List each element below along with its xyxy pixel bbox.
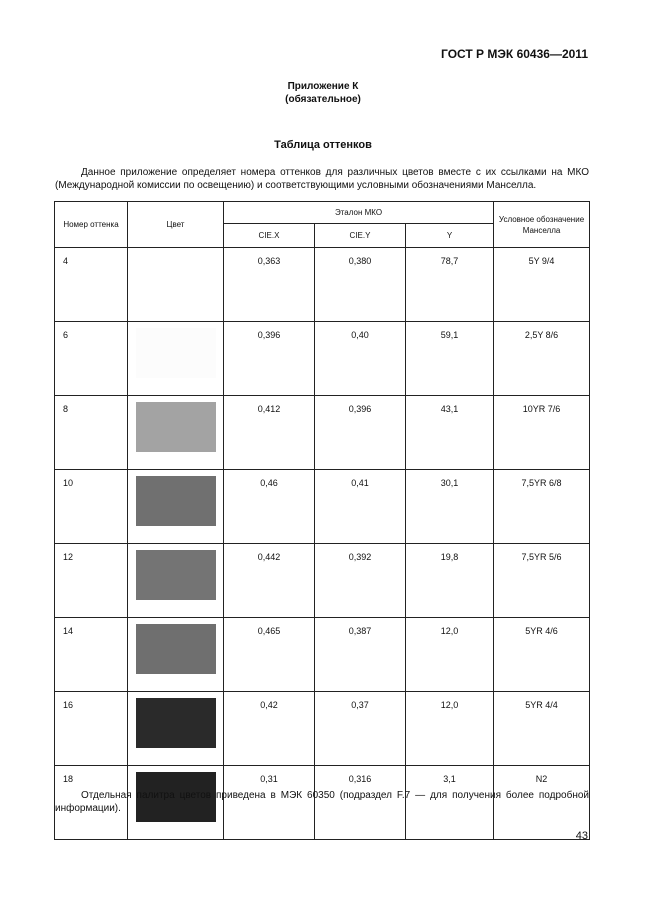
cie-x-value: 0,42 [224,692,315,766]
color-cell [128,248,224,322]
y-value: 19,8 [406,544,494,618]
color-cell [128,618,224,692]
shade-number: 16 [55,692,128,766]
color-swatch [136,254,216,304]
cie-y-value: 0,40 [315,322,406,396]
munsell-value: N2 [494,766,590,840]
page-number: 43 [575,830,588,842]
cie-x-value: 0,46 [224,470,315,544]
standard-number: ГОСТ Р МЭК 60436—2011 [441,47,588,61]
shade-number: 4 [55,248,128,322]
cie-y-value: 0,41 [315,470,406,544]
munsell-value: 5YR 4/4 [494,692,590,766]
color-cell [128,692,224,766]
table-row [55,544,590,618]
annex-status: (обязательное) [285,94,361,105]
table-row [55,322,590,396]
y-value: 12,0 [406,618,494,692]
color-cell [128,544,224,618]
intro-paragraph: Данное приложение определяет номера оттенков для различных цветов вместе с их ссылками на МКО (Международной комиссии по освещению) и соответствующими условными обозначениями Манселла. [55,167,589,191]
annex-title: Приложение К [287,81,359,92]
header-color: Цвет [128,202,224,248]
y-value: 3,1 [406,766,494,840]
table-row [55,692,590,766]
header-y: Y [406,224,494,248]
cie-x-value: 0,363 [224,248,315,322]
munsell-value: 7,5YR 6/8 [494,470,590,544]
color-cell [128,322,224,396]
cie-x-value: 0,442 [224,544,315,618]
header-number: Номер оттенка [55,202,128,248]
cie-x-value: 0,31 [224,766,315,840]
color-swatch [136,550,216,600]
cie-x-value: 0,465 [224,618,315,692]
munsell-value: 10YR 7/6 [494,396,590,470]
munsell-value: 2,5Y 8/6 [494,322,590,396]
shade-number: 10 [55,470,128,544]
table-row [55,396,590,470]
shade-number: 12 [55,544,128,618]
cie-x-value: 0,412 [224,396,315,470]
cie-y-value: 0,380 [315,248,406,322]
color-cell [128,470,224,544]
cie-y-value: 0,387 [315,618,406,692]
table-row [55,470,590,544]
header-cie-y: CIE.Y [315,224,406,248]
table-row [55,618,590,692]
color-swatch [136,624,216,674]
table-row [55,248,590,322]
y-value: 59,1 [406,322,494,396]
y-value: 30,1 [406,470,494,544]
cie-x-value: 0,396 [224,322,315,396]
table-title: Таблица оттенков [274,139,372,151]
color-swatch [136,476,216,526]
color-cell [128,396,224,470]
munsell-value: 7,5YR 5/6 [494,544,590,618]
shade-number: 14 [55,618,128,692]
shade-number: 8 [55,396,128,470]
cie-y-value: 0,392 [315,544,406,618]
color-swatch [136,698,216,748]
cie-y-value: 0,316 [315,766,406,840]
shade-table [54,201,590,840]
munsell-value: 5Y 9/4 [494,248,590,322]
color-swatch [136,328,216,378]
footer-paragraph: Отдельная палитра цветов приведена в МЭК 60350 (подраздел F.7 — для получения более подробной информации). [55,790,589,814]
annex-heading [0,80,646,106]
cie-y-value: 0,37 [315,692,406,766]
header-munsell: Условное обозначение Манселла [494,202,590,248]
munsell-value: 5YR 4/6 [494,618,590,692]
y-value: 78,7 [406,248,494,322]
shade-number: 6 [55,322,128,396]
cie-y-value: 0,396 [315,396,406,470]
header-standard-group: Эталон МКО [224,202,494,224]
shade-number: 18 [55,766,128,840]
color-swatch [136,402,216,452]
y-value: 43,1 [406,396,494,470]
header-cie-x: CIE.X [224,224,315,248]
y-value: 12,0 [406,692,494,766]
